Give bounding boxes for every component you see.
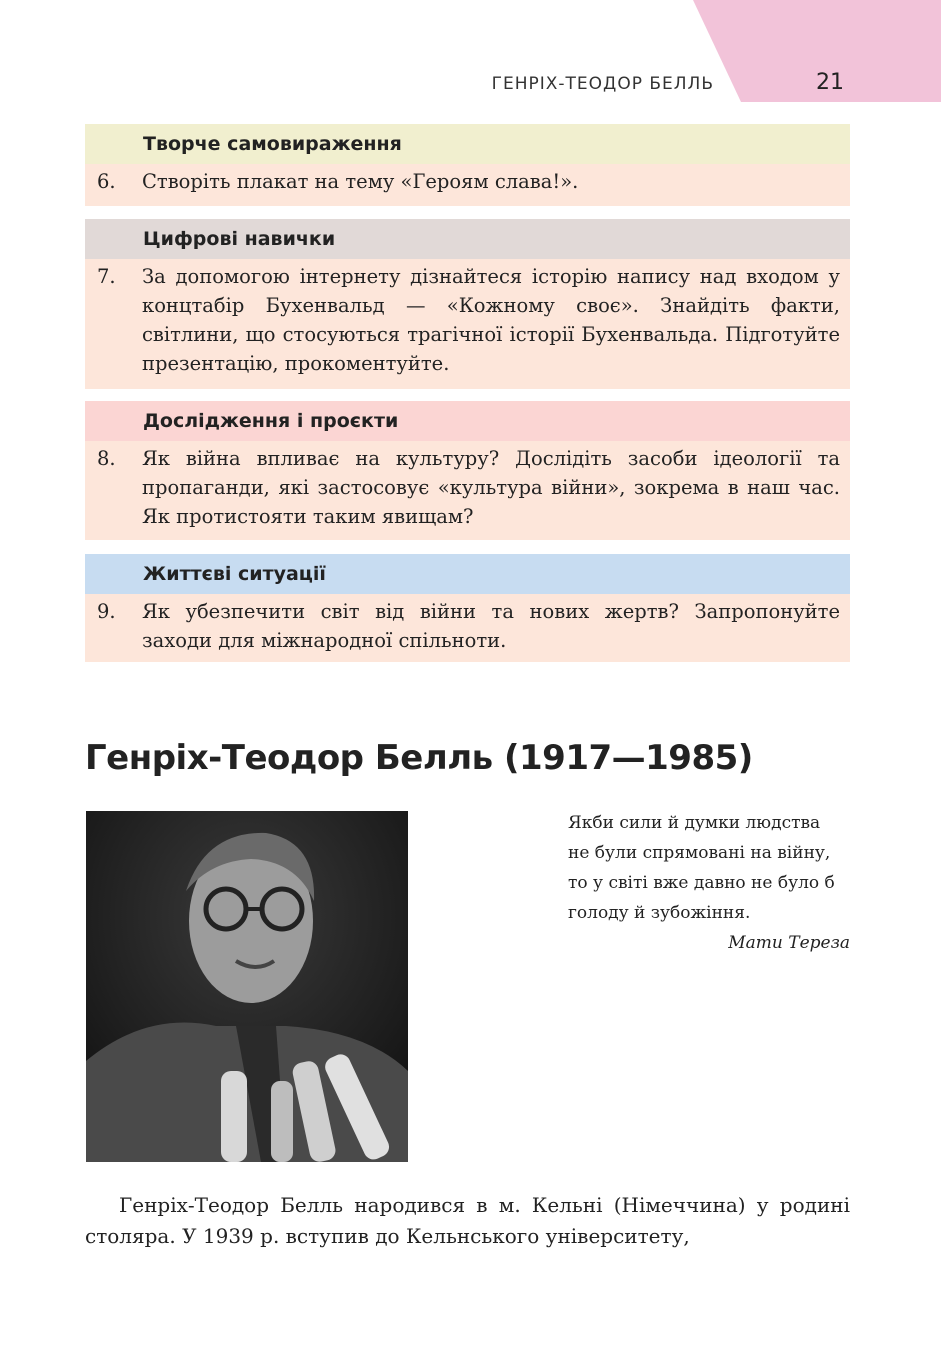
task-text: Створіть плакат на тему «Героям слава!». <box>142 170 579 193</box>
task-item <box>85 441 850 540</box>
section-header-life <box>85 554 850 594</box>
task-item <box>85 259 850 389</box>
section-header-research <box>85 401 850 441</box>
task-text: Як убезпечити світ від війни та нових жертв? Запропонуйте заходи для міжнародної спільноти. <box>142 600 840 652</box>
epigraph <box>568 808 850 958</box>
task-block-digital <box>85 219 850 389</box>
epigraph-author: Мати Тереза <box>728 933 850 953</box>
task-item <box>85 594 850 662</box>
running-title: ГЕНРІХ-ТЕОДОР БЕЛЛЬ <box>491 74 714 94</box>
portrait-icon <box>86 811 408 1162</box>
section-title: Життєві ситуації <box>143 563 326 585</box>
portrait-photo <box>86 811 408 1162</box>
section-title: Дослідження і проєкти <box>143 410 399 432</box>
task-block-life <box>85 554 850 662</box>
page-title: Генріх-Теодор Белль (1917—1985) <box>85 738 753 778</box>
epigraph-line: голоду й зубожіння. <box>568 903 751 923</box>
task-text: Як війна впливає на культуру? Дослідіть засоби ідеології та пропаганди, які застосовує «культура війни», зокрема в наш час. Як протистояти таким явищам? <box>142 447 840 528</box>
section-title: Творче самовираження <box>143 133 402 155</box>
task-item <box>85 164 850 206</box>
epigraph-line: то у світі вже давно не було б <box>568 873 835 893</box>
body-paragraph: Генріх-Теодор Белль народився в м. Кельні (Німеччина) у родині столяра. У 1939 р. вступив до Кельнського університету, <box>85 1193 850 1248</box>
section-header-creative <box>85 124 850 164</box>
task-number: 6. <box>97 170 116 193</box>
page-number: 21 <box>816 70 844 95</box>
section-title: Цифрові навички <box>143 228 336 250</box>
section-header-digital <box>85 219 850 259</box>
task-block-research <box>85 401 850 540</box>
task-text: За допомогою інтернету дізнайтеся історію напису над входом у концтабір Бухенвальд — «Кожному своє». Знайдіть факти, світлини, що стосуються трагічної історії Бухенвальда. Підготуйте презентацію, прокоментуйте. <box>142 265 840 375</box>
epigraph-line: не були спрямовані на війну, <box>568 843 831 863</box>
task-number: 7. <box>97 265 116 288</box>
task-number: 8. <box>97 447 116 470</box>
epigraph-line: Якби сили й думки людства <box>568 813 821 833</box>
task-block-creative <box>85 124 850 206</box>
task-number: 9. <box>97 600 116 623</box>
